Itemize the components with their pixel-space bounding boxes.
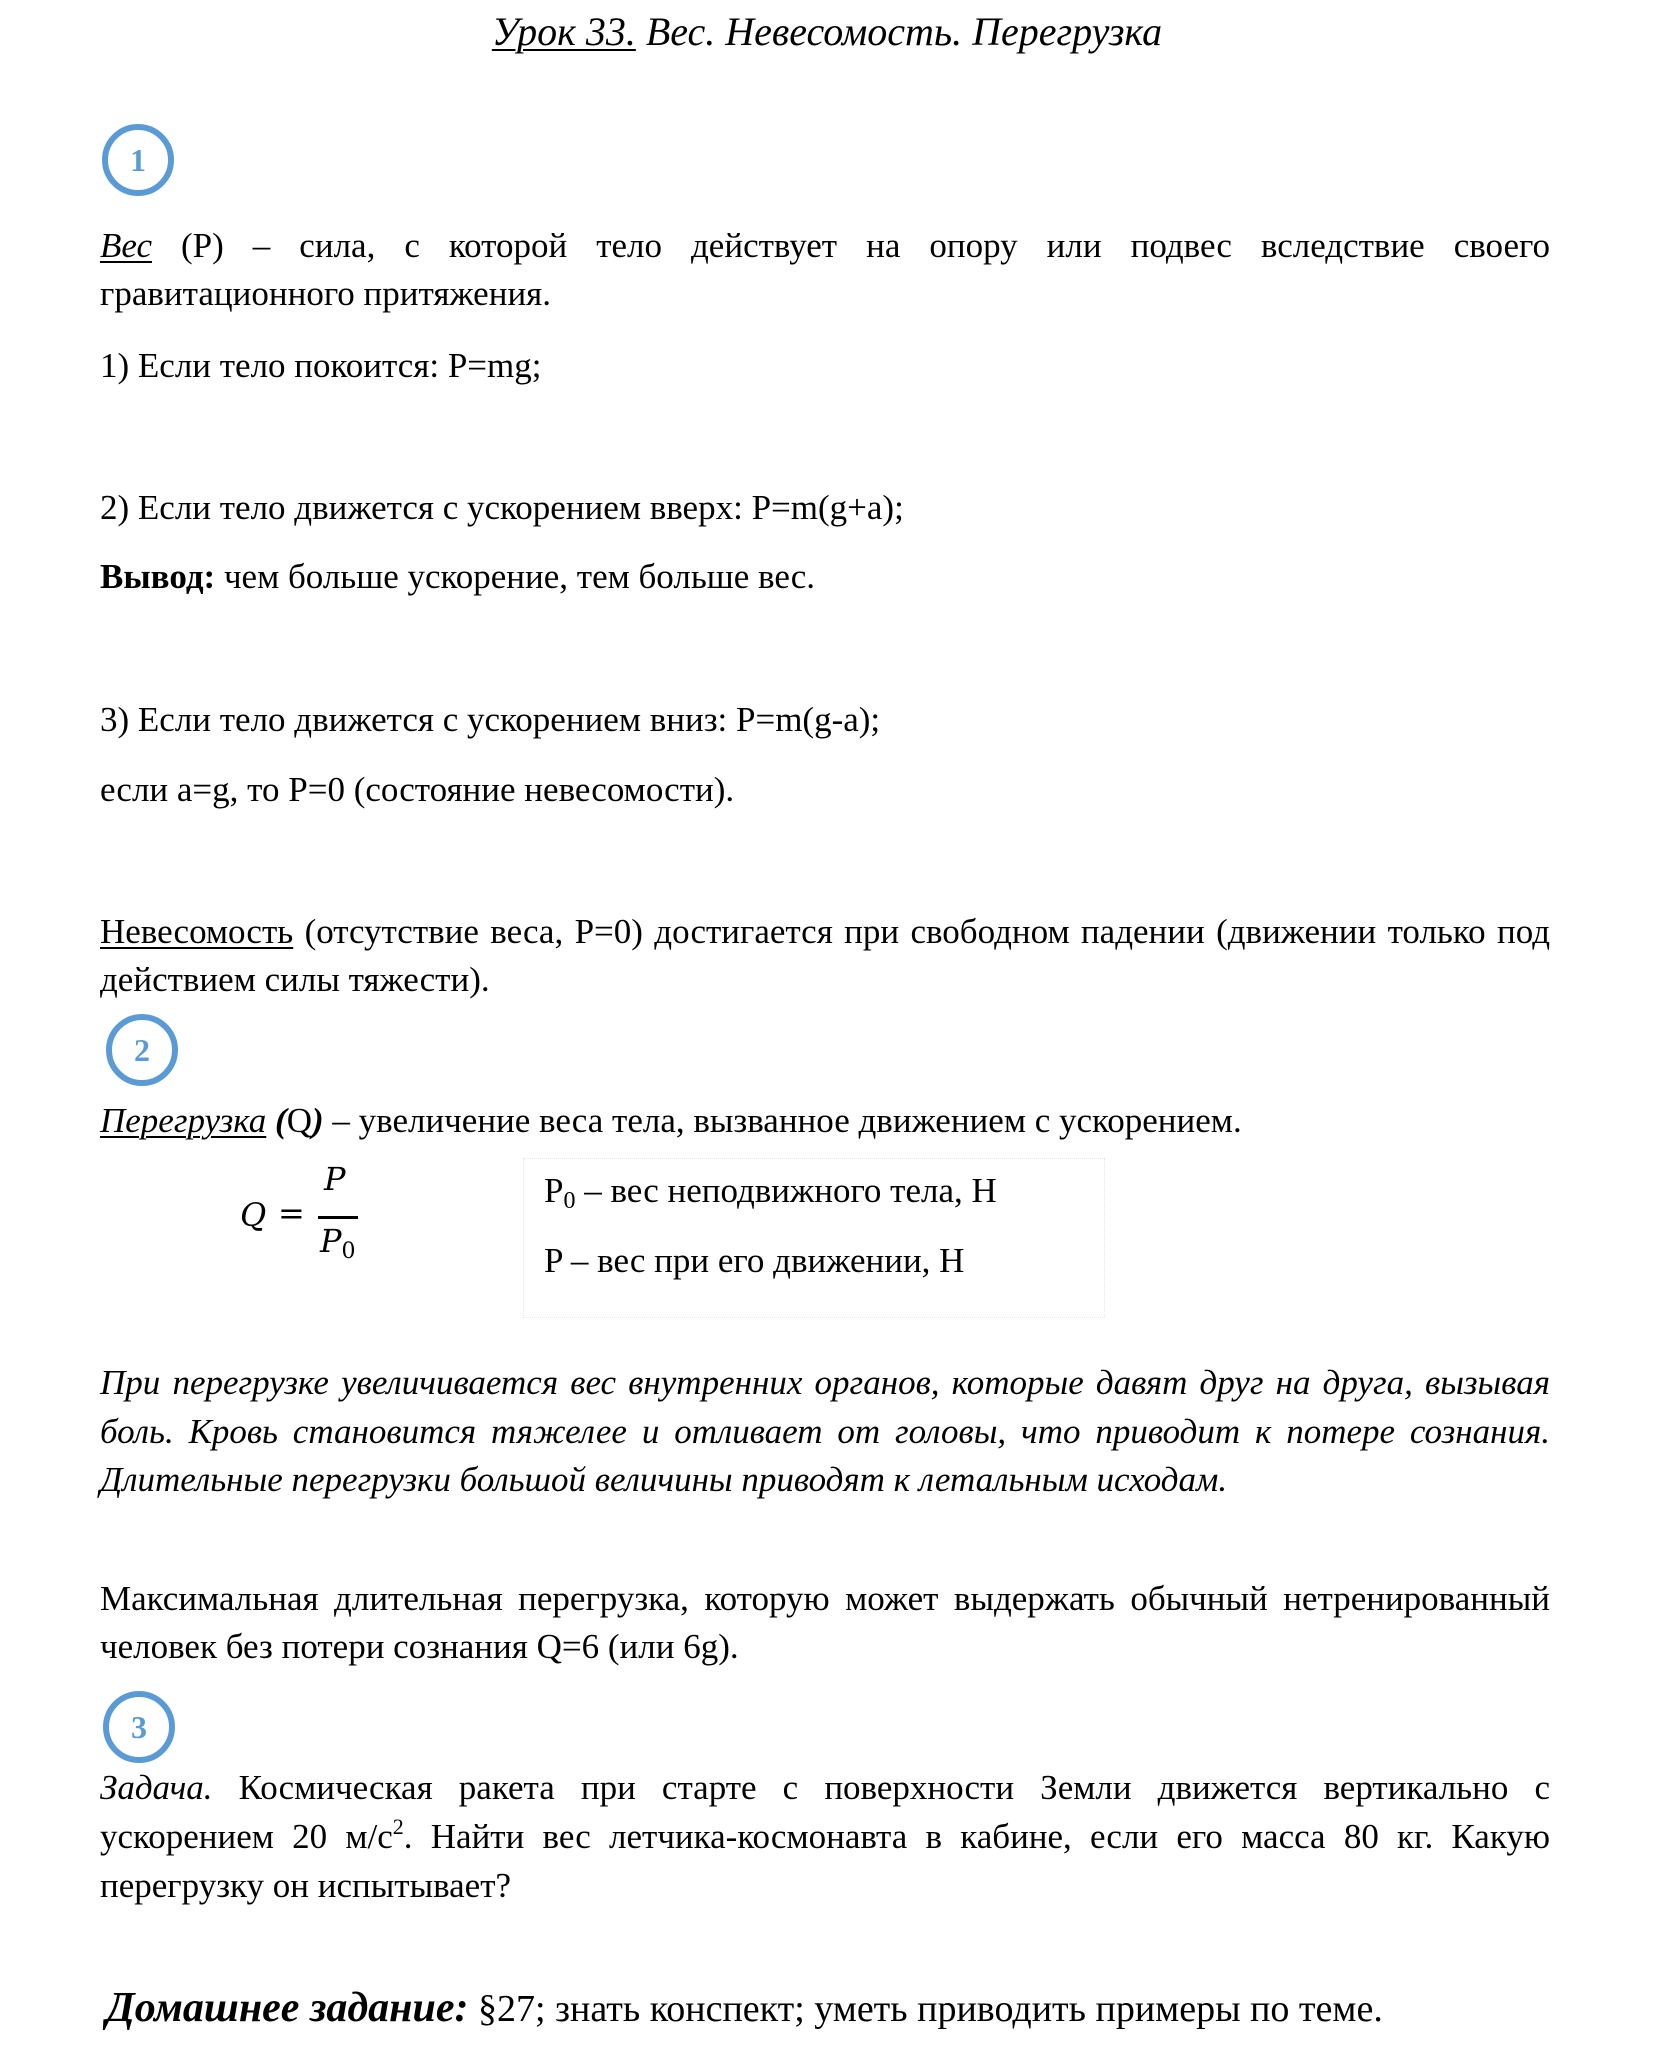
section-2-marker	[106, 1014, 178, 1086]
section-2-number: 2	[134, 1032, 150, 1068]
overload-effects: При перегрузке увеличивается вес внутренних органов, которые давят друг на друга, вызывая боль. Кровь становится тяжелее и отливает от головы, что приводит к потере сознания. Длительные перегрузки большой величины приводят к летальным исходам.	[100, 1363, 1550, 1499]
weight-conclusion	[100, 553, 815, 601]
overload-symbol-close: )	[311, 1101, 324, 1140]
legend-symbol: P	[544, 1171, 564, 1210]
homework-text: §27; знать конспект; уметь приводить примеры по теме.	[468, 1988, 1383, 2030]
task	[100, 1763, 1550, 1910]
conclusion-text: чем больше ускорение, тем больше вес.	[215, 557, 816, 596]
formula-numerator: P	[324, 1160, 346, 1198]
section-1-marker	[102, 124, 174, 196]
formula-denominator-sub: 0	[341, 1239, 356, 1264]
weight-case-3: 3) Если тело движется с ускорением вниз: P=m(g-a);	[100, 700, 881, 739]
formula-denominator-symbol: P	[320, 1222, 342, 1260]
weight-term: Вес	[100, 226, 152, 265]
overload-term: Перегрузка	[100, 1101, 267, 1140]
page-title	[0, 6, 1654, 58]
formula-legend-box	[523, 1158, 1105, 1318]
weight-case-2: 2) Если тело движется с ускорением вверх: P=m(g+a);	[100, 488, 904, 527]
task-label: Задача.	[100, 1768, 213, 1807]
section-1-number: 1	[130, 142, 146, 178]
legend-item-p0	[544, 1169, 997, 1223]
task-superscript: 2	[392, 1814, 404, 1839]
section-3-number: 3	[131, 1709, 147, 1745]
formula-lhs: Q	[240, 1196, 267, 1234]
lesson-number: Урок 33.	[491, 9, 636, 54]
legend-text: – вес неподвижного тела, Н	[575, 1171, 997, 1210]
formula-equals: =	[278, 1194, 305, 1232]
weight-case-1: 1) Если тело покоится: P=mg;	[100, 346, 542, 385]
weightlessness-definition	[100, 908, 1550, 1004]
task-text-2: . Найти вес летчика-космонавта в кабине, если его масса 80 кг. Какую перегрузку он испытывает?	[100, 1817, 1550, 1905]
overload-formula	[236, 1160, 366, 1270]
section-3-marker	[103, 1691, 175, 1763]
legend-symbol-sub: 0	[563, 1188, 576, 1214]
weight-definition	[100, 222, 1550, 318]
lesson-topic: Вес. Невесомость. Перегрузка	[635, 9, 1163, 54]
overload-symbol: Q	[286, 1101, 312, 1140]
weight-case-3-note: если a=g, то P=0 (состояние невесомости).	[100, 770, 735, 809]
homework	[106, 1984, 1383, 2032]
overload-definition-text: – увеличение веса тела, вызванное движением с ускорением.	[323, 1101, 1242, 1140]
weightlessness-term: Невесомость	[100, 912, 294, 951]
weight-definition-text: (P) – сила, с которой тело действует на опору или подвес вследствие своего гравитационного притяжения.	[100, 226, 1550, 313]
legend-symbol: P	[544, 1241, 563, 1280]
formula-fraction-bar	[318, 1216, 358, 1219]
formula-denominator	[320, 1222, 356, 1264]
legend-item-p	[544, 1239, 964, 1283]
homework-label: Домашнее задание:	[106, 1985, 469, 2031]
legend-text: – вес при его движении, Н	[562, 1241, 965, 1280]
conclusion-label: Вывод:	[100, 557, 216, 596]
overload-symbol-open: (	[266, 1101, 287, 1140]
overload-max: Максимальная длительная перегрузка, которую может выдержать обычный нетренированный человек без потери сознания Q=6 (или 6g).	[100, 1579, 1550, 1666]
task-text-1: Космическая ракета при старте с поверхности Земли движется вертикально с ускорением 20 м/с	[100, 1768, 1550, 1856]
weightlessness-definition-text: (отсутствие веса, P=0) достигается при свободном падении (движении только под действием силы тяжести).	[100, 912, 1550, 999]
overload-definition	[100, 1097, 1242, 1145]
